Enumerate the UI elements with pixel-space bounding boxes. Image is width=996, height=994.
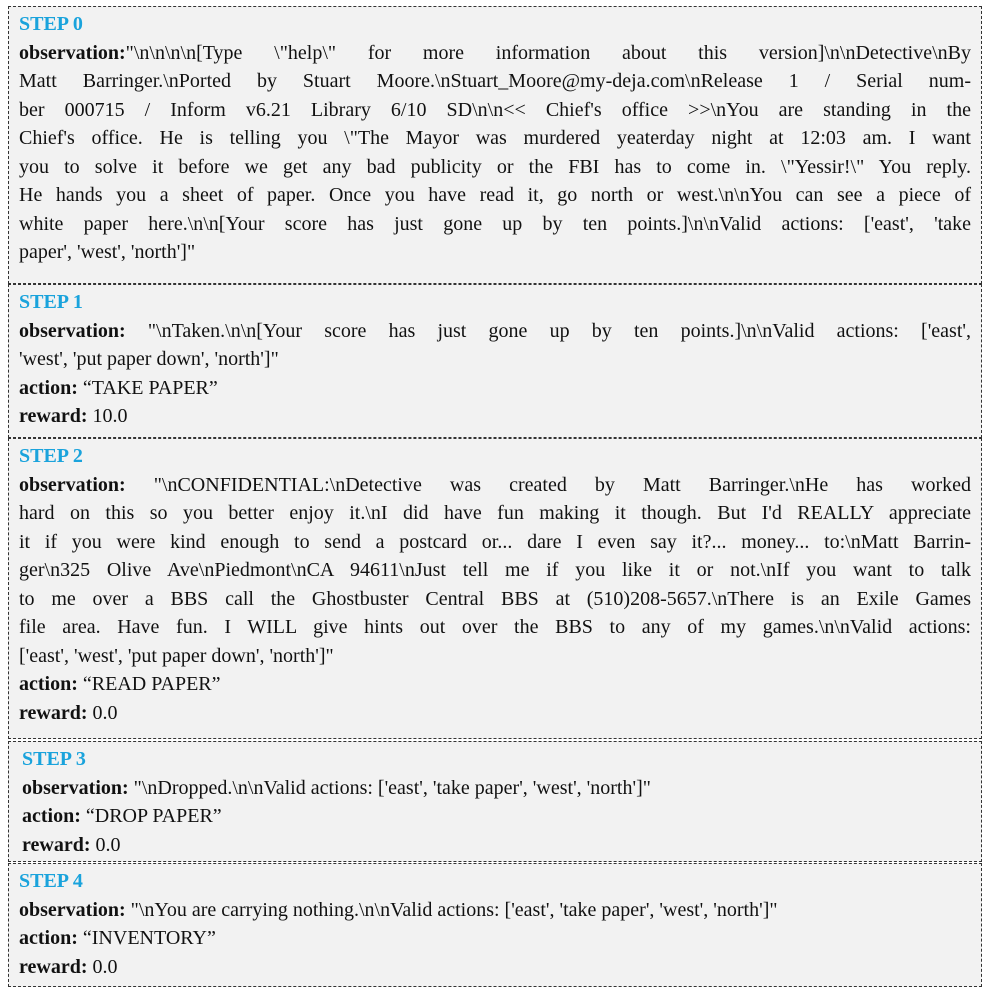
step-panel-1 [8, 284, 982, 438]
reward-label: reward: [22, 833, 91, 856]
observation-line: Matt Barringer.\nPorted by Stuart Moore.\nStuart_Moore@my-deja.com\nRelease 1 / Serial num- [19, 70, 971, 92]
observation-line: ber 000715 / Inform v6.21 Library 6/10 SD\n\n<< Chief's office >>\nYou are standing in the [19, 98, 971, 121]
action-label: action: [19, 673, 78, 695]
reward-value: 0.0 [90, 833, 121, 856]
step-panel-0 [8, 6, 982, 284]
observation-line: hard on this so you better enjoy it.\nI did have fun making it though. But I'd REALLY appreciate [19, 502, 971, 524]
observation-label: observation: [19, 319, 126, 342]
reward-line [22, 831, 971, 860]
step-title: STEP 2 [19, 445, 83, 467]
observation-line: paper', 'west', 'north']" [19, 241, 196, 263]
reward-line [19, 953, 971, 982]
observation-line: He hands you a sheet of paper. Once you have read it, go north or west.\n\nYou can see a piece of [19, 184, 971, 206]
action-line [19, 670, 971, 699]
action-line [22, 802, 971, 831]
action-value: “DROP PAPER” [80, 805, 222, 827]
reward-value: 0.0 [87, 701, 118, 724]
step-panel-3 [8, 741, 982, 862]
reward-value: 0.0 [87, 955, 118, 978]
observation-label: observation: [19, 898, 126, 921]
observation-line: observation: "\nYou are carrying nothing.\n\nValid actions: ['east', 'take paper', 'west', 'north']" [19, 898, 778, 921]
observation-line: ['east', 'west', 'put paper down', 'north']" [19, 644, 334, 667]
reward-label: reward: [19, 405, 88, 427]
action-line [19, 374, 971, 403]
observation-line: observation: "\nTaken.\n\n[Your score has just gone up by ten points.]\n\nValid actions: ['east', [19, 319, 971, 342]
observation-line: 'west', 'put paper down', 'north']" [19, 348, 279, 370]
step-panel-4 [8, 863, 982, 987]
observation-line: observation: "\nCONFIDENTIAL:\nDetective was created by Matt Barringer.\nHe has worked [19, 473, 971, 496]
action-label: action: [19, 376, 78, 399]
action-label: action: [22, 805, 81, 827]
reward-line [19, 402, 971, 431]
reward-label: reward: [19, 955, 88, 978]
reward-value: 10.0 [87, 405, 128, 427]
step-title: STEP 3 [22, 748, 86, 770]
observation-line: white paper here.\n\n[Your score has just gone up by ten points.]\n\nValid actions: ['east', 'take [19, 212, 971, 235]
action-value: “READ PAPER” [77, 673, 221, 695]
observation-label: observation: [19, 473, 126, 496]
step-title: STEP 0 [19, 13, 83, 35]
observation-line: to me over a BBS call the Ghostbuster Central BBS at (510)208-5657.\nThere is an Exile Games [19, 587, 971, 610]
observation-line: Chief's office. He is telling you \"The Mayor was murdered yeaterday night at 12:03 am. I want [19, 127, 971, 149]
reward-line [19, 699, 971, 728]
observation-line: file area. Have fun. I WILL give hints out over the BBS to any of my games.\n\nValid actions: [19, 616, 971, 638]
observation-line: it if you were kind enough to send a postcard or... dare I even say it?... money... to:\nMatt Barrin- [19, 530, 971, 553]
step-title: STEP 1 [19, 291, 83, 313]
step-panel-2 [8, 438, 982, 739]
observation-label: observation: [19, 41, 126, 64]
action-line [19, 924, 971, 953]
observation-line: observation:"\n\n\n\n[Type \"help\" for more information about this version]\n\nDetective\nBy [19, 41, 971, 64]
step-title: STEP 4 [19, 870, 83, 892]
action-value: “INVENTORY” [77, 927, 216, 949]
reward-label: reward: [19, 701, 88, 724]
observation-line: you to solve it before we get any bad publicity or the FBI has to come in. \"Yessir!\" You reply. [19, 155, 971, 178]
action-value: “TAKE PAPER” [77, 376, 218, 399]
action-label: action: [19, 927, 78, 949]
observation-line: ger\n325 Olive Ave\nPiedmont\nCA 94611\nJust tell me if you like it or not.\nIf you want to talk [19, 559, 971, 581]
observation-label: observation: [22, 776, 129, 799]
observation-line: observation: "\nDropped.\n\nValid actions: ['east', 'take paper', 'west', 'north']" [22, 776, 651, 799]
